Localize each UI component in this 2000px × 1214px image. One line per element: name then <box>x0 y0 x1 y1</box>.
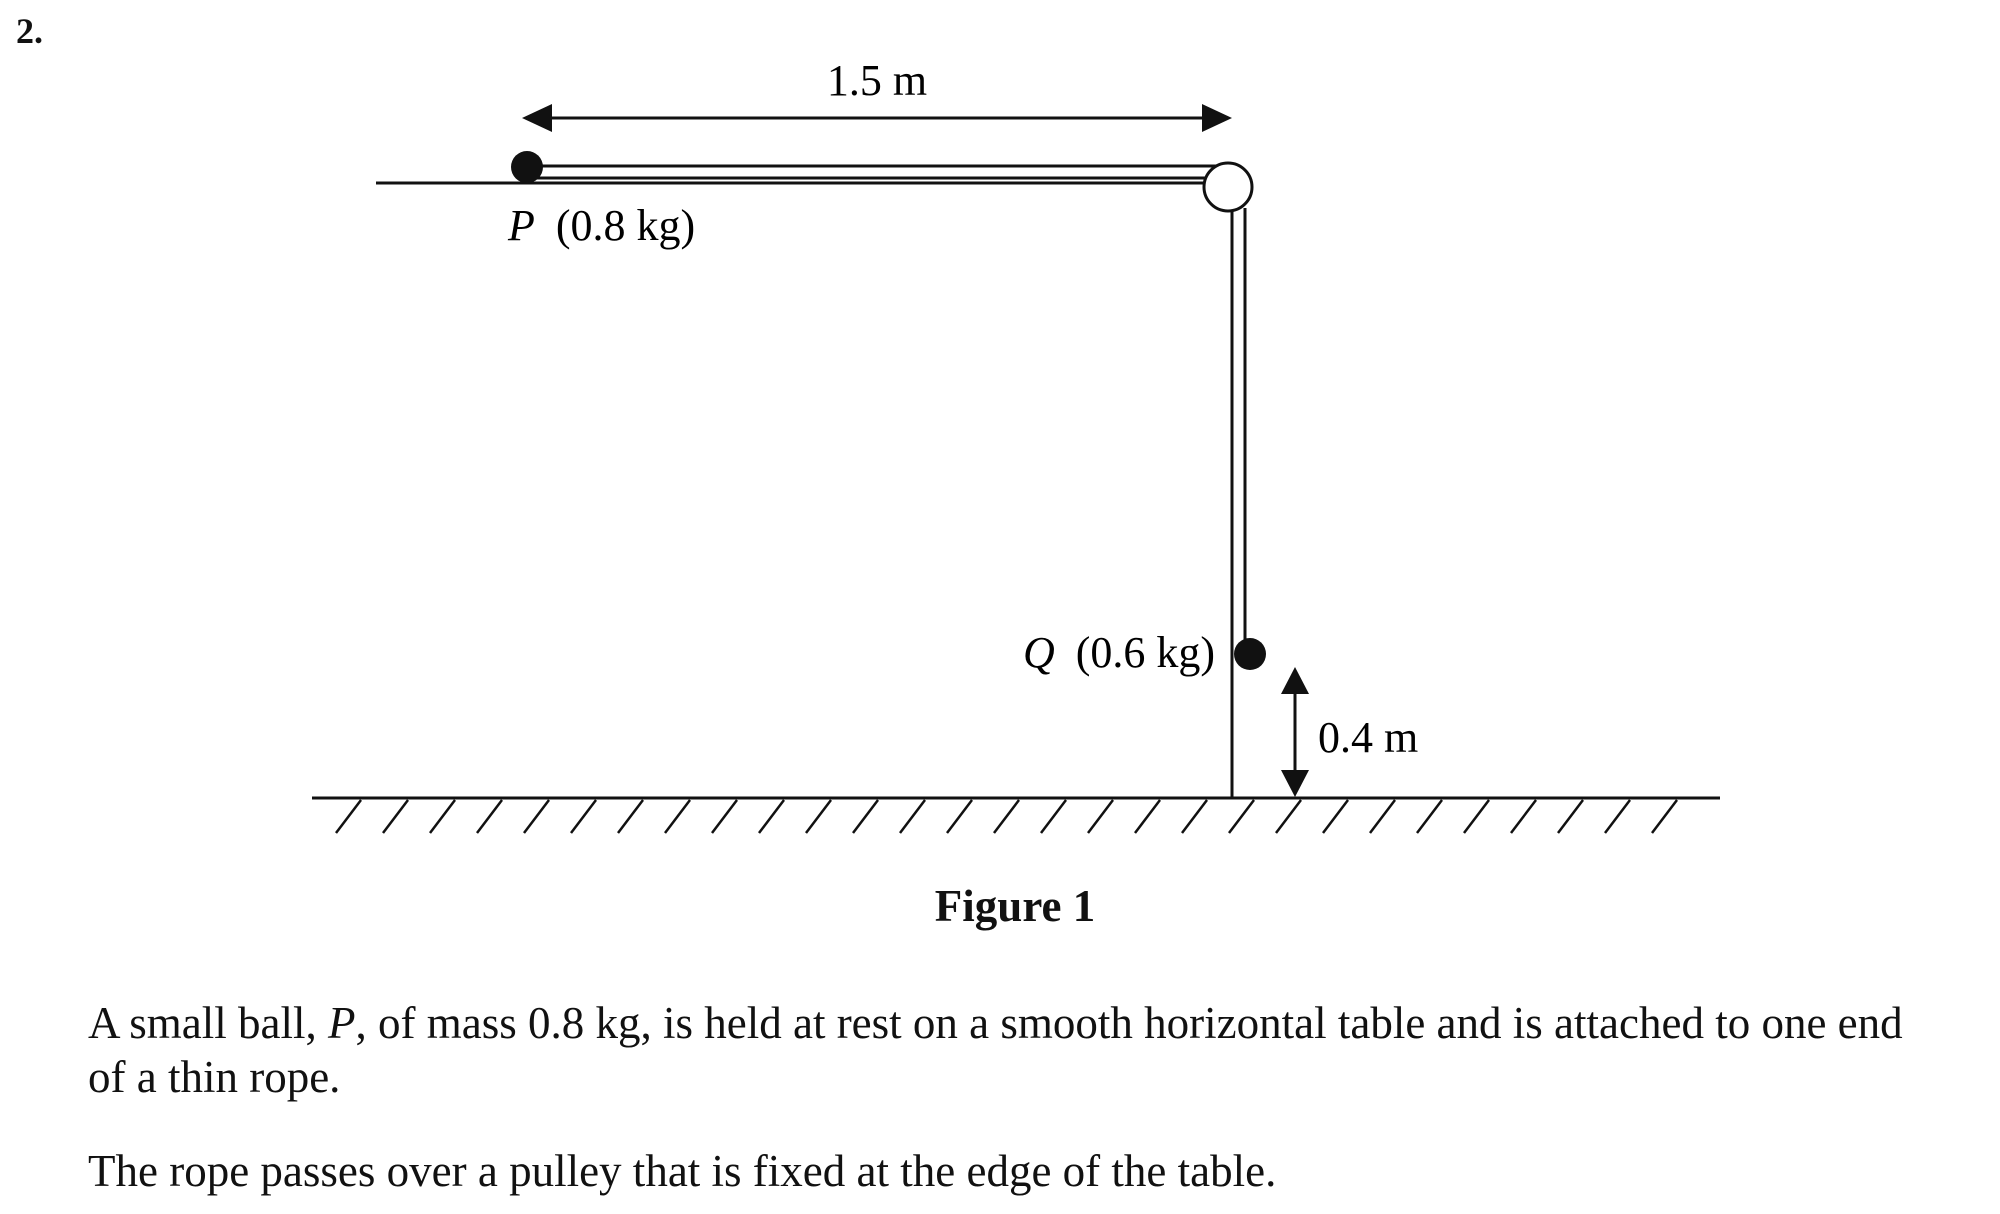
dimension-arrow-side <box>1281 667 1309 797</box>
paragraph-1-part1: A small ball, <box>88 998 328 1048</box>
question-number: 2. <box>16 11 43 51</box>
dimension-label-top: 1.5 m <box>826 56 928 105</box>
rope-horizontal <box>527 166 1228 178</box>
paragraph-1 <box>88 996 1948 1104</box>
ball-q <box>1234 638 1266 670</box>
ball-p <box>511 151 543 183</box>
paragraph-1-italic-p: P <box>328 998 356 1048</box>
paragraph-2: The rope passes over a pulley that is fixed at the edge of the table. <box>88 1146 1277 1196</box>
label-q <box>1023 628 1215 677</box>
label-p-mass: (0.8 kg) <box>555 201 696 250</box>
rope-vertical <box>1232 208 1245 798</box>
paragraph-1-part2: , of mass 0.8 kg, is held at rest on a smooth horizontal table and is attached to one end of a thin rope. <box>88 998 1903 1102</box>
label-p <box>507 201 695 250</box>
figure-caption: Figure 1 <box>934 881 1096 931</box>
dimension-label-side: 0.4 m <box>1318 713 1419 762</box>
ground-hatching <box>336 800 1677 833</box>
label-p-letter: P <box>508 201 535 250</box>
pulley <box>1204 163 1252 211</box>
dimension-arrow-top <box>522 104 1232 132</box>
label-q-letter: Q <box>1023 628 1055 677</box>
label-q-mass: (0.6 kg) <box>1075 628 1216 677</box>
